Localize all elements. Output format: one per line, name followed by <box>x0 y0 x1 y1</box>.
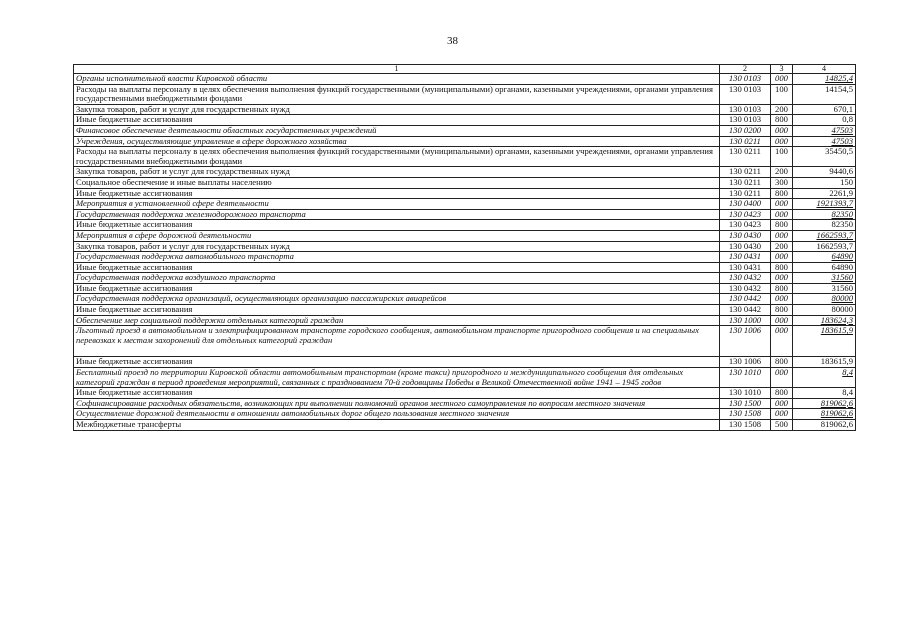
table-row <box>74 74 856 85</box>
row-type: 100 <box>771 84 793 104</box>
row-name: Иные бюджетные ассигнования <box>74 262 720 273</box>
row-type: 800 <box>771 220 793 231</box>
header-type: 3 <box>771 65 793 74</box>
table-row <box>74 283 856 294</box>
row-name: Учреждения, осуществляющие управление в сфере дорожного хозяйства <box>74 136 720 147</box>
row-type: 000 <box>771 409 793 420</box>
row-name: Социальное обеспечение и иные выплаты населению <box>74 177 720 188</box>
table-row <box>74 241 856 252</box>
row-name: Межбюджетные трансферты <box>74 420 720 431</box>
row-code: 130 0211 <box>720 177 771 188</box>
table-row <box>74 252 856 263</box>
row-code: 130 0103 <box>720 115 771 126</box>
table-row <box>74 409 856 420</box>
row-sum-value: 47503 <box>831 125 853 135</box>
row-sum-value: 35450,5 <box>825 146 853 157</box>
table-row <box>74 147 856 167</box>
row-sum-value: 1662593,7 <box>816 241 853 251</box>
table-row <box>74 262 856 273</box>
row-code: 130 1006 <box>720 357 771 368</box>
row-sum <box>793 188 856 199</box>
row-code: 130 0211 <box>720 167 771 178</box>
row-code: 130 0432 <box>720 283 771 294</box>
row-type: 300 <box>771 177 793 188</box>
row-code: 130 0430 <box>720 230 771 241</box>
row-type: 000 <box>771 326 793 357</box>
row-sum <box>793 368 856 388</box>
row-sum-value: 1662593,7 <box>816 230 853 240</box>
table-row <box>74 230 856 241</box>
row-sum-value: 64890 <box>831 262 853 272</box>
table-row <box>74 125 856 136</box>
row-sum <box>793 294 856 305</box>
row-sum <box>793 357 856 368</box>
row-type: 000 <box>771 368 793 388</box>
row-sum-value: 31560 <box>831 272 853 283</box>
row-type: 200 <box>771 241 793 252</box>
row-sum-value: 47503 <box>831 136 853 146</box>
row-sum-value: 1921393,7 <box>816 198 853 209</box>
table-header-row <box>74 65 856 74</box>
table-row <box>74 305 856 316</box>
row-type: 000 <box>771 74 793 85</box>
row-sum-value: 670,1 <box>833 104 853 114</box>
row-code: 130 0431 <box>720 262 771 273</box>
row-name: Иные бюджетные ассигнования <box>74 357 720 368</box>
row-type: 800 <box>771 115 793 126</box>
table-row <box>74 104 856 115</box>
row-type: 800 <box>771 188 793 199</box>
row-code: 130 1500 <box>720 398 771 409</box>
row-name: Иные бюджетные ассигнования <box>74 305 720 316</box>
row-sum <box>793 273 856 284</box>
row-name: Мероприятия в сфере дорожной деятельности <box>74 230 720 241</box>
row-name: Иные бюджетные ассигнования <box>74 115 720 126</box>
row-sum-value: 183624,3 <box>820 315 853 325</box>
row-name: Государственная поддержка организаций, осуществляющих организацию пассажирских авиарейсов <box>74 294 720 305</box>
row-sum-value: 819062,6 <box>820 419 853 429</box>
row-sum-value: 9440,6 <box>829 166 853 177</box>
row-sum-value: 8,4 <box>842 387 853 398</box>
row-name: Иные бюджетные ассигнования <box>74 220 720 231</box>
table-row <box>74 199 856 210</box>
table-row <box>74 398 856 409</box>
row-code: 130 0211 <box>720 188 771 199</box>
row-type: 100 <box>771 147 793 167</box>
row-type: 800 <box>771 357 793 368</box>
row-name: Закупка товаров, работ и услуг для государственных нужд <box>74 104 720 115</box>
row-name: Льготный проезд в автомобильном и электрифицированном транспорте городского сообщения, автомобильном транспорте пригородного сообщения и на специальных перевозках к местам захоронений для отдельных категорий граждан <box>74 326 720 357</box>
row-type: 800 <box>771 262 793 273</box>
row-code: 130 0431 <box>720 252 771 263</box>
row-type: 000 <box>771 294 793 305</box>
row-sum <box>793 199 856 210</box>
table-row <box>74 357 856 368</box>
row-code: 130 1010 <box>720 368 771 388</box>
table-row <box>74 115 856 126</box>
header-sum: 4 <box>793 65 856 74</box>
row-sum-value: 64890 <box>831 251 853 262</box>
row-type: 800 <box>771 283 793 294</box>
row-name: Софинансирование расходных обязательств, возникающих при выполнении полномочий органов местного самоуправления по вопросам местного значения <box>74 398 720 409</box>
row-sum <box>793 84 856 104</box>
header-name: 1 <box>74 65 720 74</box>
row-type: 000 <box>771 230 793 241</box>
row-type: 000 <box>771 252 793 263</box>
row-code: 130 0103 <box>720 104 771 115</box>
row-sum <box>793 74 856 85</box>
row-name: Мероприятия в установленной сфере деятельности <box>74 199 720 210</box>
table-row <box>74 136 856 147</box>
table-row <box>74 177 856 188</box>
row-name: Иные бюджетные ассигнования <box>74 388 720 399</box>
row-name: Финансовое обеспечение деятельности областных государственных учреждений <box>74 125 720 136</box>
row-code: 130 0442 <box>720 294 771 305</box>
row-sum <box>793 136 856 147</box>
row-type: 000 <box>771 136 793 147</box>
row-sum <box>793 147 856 167</box>
row-sum <box>793 209 856 220</box>
row-sum-value: 82350 <box>831 219 853 230</box>
row-type: 200 <box>771 104 793 115</box>
table-row <box>74 368 856 388</box>
row-name: Обеспечение мер социальной поддержки отдельных категорий граждан <box>74 315 720 326</box>
table-body <box>74 74 856 431</box>
row-sum <box>793 283 856 294</box>
row-type: 000 <box>771 398 793 409</box>
row-sum-value: 80000 <box>831 304 853 315</box>
row-sum-value: 82350 <box>831 209 853 219</box>
row-code: 130 0432 <box>720 273 771 284</box>
row-sum <box>793 305 856 316</box>
row-type: 000 <box>771 209 793 220</box>
table-row <box>74 220 856 231</box>
row-name: Иные бюджетные ассигнования <box>74 283 720 294</box>
row-code: 130 1000 <box>720 315 771 326</box>
row-type: 000 <box>771 315 793 326</box>
row-sum <box>793 125 856 136</box>
table-row <box>74 273 856 284</box>
row-sum-value: 14154,5 <box>825 84 853 94</box>
row-sum <box>793 262 856 273</box>
row-name: Государственная поддержка воздушного транспорта <box>74 273 720 284</box>
row-sum <box>793 241 856 252</box>
table-row <box>74 84 856 104</box>
row-type: 000 <box>771 199 793 210</box>
row-sum-value: 819062,6 <box>820 408 853 419</box>
row-code: 130 1010 <box>720 388 771 399</box>
table-row <box>74 188 856 199</box>
row-sum-value: 819062,6 <box>820 398 853 408</box>
row-name: Закупка товаров, работ и услуг для государственных нужд <box>74 241 720 252</box>
table-row <box>74 209 856 220</box>
budget-table <box>73 64 856 431</box>
row-sum <box>793 220 856 231</box>
row-sum <box>793 252 856 263</box>
table-row <box>74 420 856 431</box>
row-sum-value: 8,4 <box>842 367 853 378</box>
row-sum <box>793 167 856 178</box>
row-code: 130 0103 <box>720 84 771 104</box>
row-name: Закупка товаров, работ и услуг для государственных нужд <box>74 167 720 178</box>
header-code: 2 <box>720 65 771 74</box>
page-number: 38 <box>447 35 458 47</box>
row-code: 130 1508 <box>720 409 771 420</box>
row-code: 130 1508 <box>720 420 771 431</box>
row-sum <box>793 388 856 399</box>
row-code: 130 0423 <box>720 209 771 220</box>
row-code: 130 0200 <box>720 125 771 136</box>
table-row <box>74 388 856 399</box>
row-sum <box>793 230 856 241</box>
row-sum <box>793 409 856 420</box>
table-row <box>74 294 856 305</box>
row-type: 500 <box>771 420 793 431</box>
row-sum <box>793 420 856 431</box>
row-sum <box>793 177 856 188</box>
row-sum-value: 80000 <box>831 293 853 304</box>
row-sum <box>793 115 856 126</box>
row-code: 130 1006 <box>720 326 771 357</box>
row-type: 800 <box>771 388 793 399</box>
row-code: 130 0423 <box>720 220 771 231</box>
row-sum-value: 31560 <box>831 283 853 293</box>
row-code: 130 0430 <box>720 241 771 252</box>
row-name: Бесплатный проезд по территории Кировской области автомобильным транспортом (кроме такси) пригородного и междуниципального сообщения для отдельных категорий граждан в период проведения мероприятий, связанных с празднованием 70-й годовщины Победы в Великой Отечественной войне 1941 – 1945 годов <box>74 368 720 388</box>
table-row <box>74 315 856 326</box>
row-name: Органы исполнительной власти Кировской области <box>74 74 720 85</box>
row-sum <box>793 326 856 357</box>
table-row <box>74 167 856 178</box>
row-code: 130 0211 <box>720 147 771 167</box>
row-name: Осуществление дорожной деятельности в отношении автомобильных дорог общего пользования местного значения <box>74 409 720 420</box>
row-type: 000 <box>771 125 793 136</box>
row-sum-value: 14825,4 <box>825 73 853 83</box>
row-type: 800 <box>771 305 793 316</box>
row-sum <box>793 104 856 115</box>
row-type: 000 <box>771 273 793 284</box>
row-sum-value: 183615,9 <box>820 356 853 367</box>
row-code: 130 0103 <box>720 74 771 85</box>
row-sum <box>793 398 856 409</box>
row-code: 130 0211 <box>720 136 771 147</box>
row-code: 130 0442 <box>720 305 771 316</box>
row-sum-value: 0,8 <box>842 114 853 125</box>
row-type: 200 <box>771 167 793 178</box>
row-name: Расходы на выплаты персоналу в целях обеспечения выполнения функций государственными (муниципальными) органами, казенными учреждениями, органами управления государственными внебюджетными фондами <box>74 147 720 167</box>
row-name: Государственная поддержка железнодорожного транспорта <box>74 209 720 220</box>
row-sum <box>793 315 856 326</box>
row-sum-value: 150 <box>840 177 853 187</box>
table-row <box>74 326 856 357</box>
row-sum-value: 183615,9 <box>820 325 853 336</box>
row-name: Расходы на выплаты персоналу в целях обеспечения выполнения функций государственными (муниципальными) органами, казенными учреждениями, органами управления государственными внебюджетными фондами <box>74 84 720 104</box>
row-name: Иные бюджетные ассигнования <box>74 188 720 199</box>
row-sum-value: 2261,9 <box>829 188 853 198</box>
row-code: 130 0400 <box>720 199 771 210</box>
row-name: Государственная поддержка автомобильного транспорта <box>74 252 720 263</box>
